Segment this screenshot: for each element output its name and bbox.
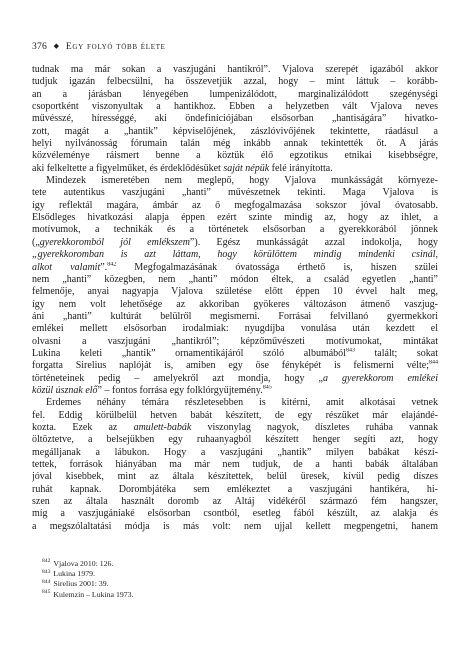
text-segment: megálljanak a lábukon. Hogy a vaszjugáni „hantik” milyen babákat készí- [32, 446, 438, 458]
text-segment: gyerekkoromból jól emlékszem [39, 236, 190, 248]
text-segment: így nem volt lehetősége az akkoriban gyökeres változáson átmenő vaszjug- [32, 298, 438, 310]
footnote-text: Sirelius 2001: 39. [53, 579, 109, 589]
page-number: 376 [32, 41, 47, 52]
text-line [32, 447, 438, 459]
text-line [32, 360, 438, 372]
text-line [32, 323, 438, 335]
text-line [32, 274, 438, 286]
text-segment: ”. [100, 261, 108, 273]
footnote-text: Vjalova 2010: 126. [53, 559, 114, 568]
text-segment: „ [32, 249, 38, 261]
text-line [32, 348, 438, 360]
footnote-ref[interactable]: 845 [262, 384, 272, 391]
text-segment: motívumok, a technikák és a történetek elsősorban a gyerekkorából jönnek [32, 224, 438, 236]
text-segment: saját népük [223, 162, 270, 174]
footnote-text: Lukina 1979. [53, 569, 95, 579]
text-segment: ruhát kapnak. Dorombjátéka sem emlékeztet a vaszjugáni hantikéra, hi- [32, 483, 438, 495]
footnote [32, 559, 438, 569]
text-line [32, 187, 438, 199]
text-segment: áni „hanti” kultúrát belülről megismerni. Forrásai felvillanó gyermekkori [32, 310, 438, 322]
text-segment: olvasni a vaszjugáni „hantikról”; képzőművészeti motívumokat, mintákat [32, 335, 438, 347]
text-segment: ”). Egész munkásságát azzal indokolja, hogy [189, 236, 438, 248]
text-segment: helyi nyilvánosság fórumain talán még inkább annak tekintették őt. A járás [32, 138, 438, 150]
text-line [32, 163, 438, 175]
text-line [32, 422, 438, 434]
text-segment: talált; sokat [354, 347, 438, 359]
text-segment: Megfogalmazásának óvatossága érthető is, hiszen szülei [116, 261, 438, 273]
text-segment: művésszé, hírességgé, aki öndefiníciójában elsősorban „hantiságára” hivatko- [32, 113, 438, 125]
running-header [32, 41, 166, 52]
text-segment: így reflektál magára, ámbár az ő megfogalmazása sokszor jóval óvatosabb. [32, 199, 438, 211]
text-segment: jóval kisebbek, mint az általa készítettek, belül üresek, kívül pedig díszes [32, 471, 438, 483]
text-segment: forgatta Sirelius naplóját is, amiben egy öse fényképét is felismerni vélte; [32, 360, 429, 372]
text-line [32, 286, 438, 298]
text-line [32, 113, 438, 125]
text-line [32, 224, 438, 236]
footnote-number: 845 [42, 588, 51, 595]
footnote-number: 844 [42, 578, 51, 585]
text-segment: kozta. Ezek az [32, 421, 134, 433]
text-line [32, 311, 438, 323]
text-segment: („ [32, 236, 40, 248]
text-line [32, 64, 438, 76]
footnote [32, 579, 438, 589]
footnote-ref[interactable]: 843 [345, 347, 355, 354]
text-segment: Lukina keleti „hantik” ornamentikájáról szóló albumából [32, 347, 346, 359]
footnote-ref[interactable]: 844 [429, 360, 438, 366]
text-line [32, 200, 438, 212]
text-segment: szen az általa használt doromb az Altáj vidékéről származó fém hangszer, [32, 496, 438, 508]
text-segment: közvéleménye ráismert benne a köztük élő egzotikus etnikai kisebbségre, [32, 150, 438, 162]
text-line [32, 459, 438, 471]
text-segment: a megszólaltatási módja is más volt: nem ujjal kellett megpengetni, hanem [32, 520, 438, 532]
text-line [32, 101, 438, 113]
text-segment: öltöztetve, a belsejükben egy ruhaanyagból készített henger segíti azt, hogy [32, 434, 438, 446]
text-segment: an a járásban lényegében lumpenizálódott, marginalizálódott szegénységi [32, 88, 438, 100]
footnotes [32, 559, 438, 600]
text-segment: tete autentikus vaszjugáni „hanti” művészetnek tekinti. Maga Vjalova is [32, 187, 438, 199]
running-title: Egy folyó több élete [65, 41, 166, 52]
text-segment: közül úsznak elő [32, 384, 98, 396]
footnote-number: 843 [42, 568, 51, 575]
text-segment: gyerekkoromban is azt láttam, hogy körülöttem mindig mindenki csinál, [37, 249, 438, 261]
footnote [32, 590, 438, 600]
text-line [32, 434, 438, 446]
text-segment: tettek, források hiányában ma már nem tudjuk, de a hanti babák általában [32, 459, 438, 470]
footnote-text: Kulemzin – Lukina 1973. [53, 589, 134, 599]
text-line [32, 397, 438, 409]
text-line [32, 150, 438, 162]
text-segment: Mindezek ismeretében nem meglepő, hogy Vjalova munkásságát környeze- [46, 175, 438, 187]
text-line [32, 410, 438, 422]
text-segment: amulett-babák [133, 421, 192, 433]
text-line [32, 496, 438, 508]
text-segment: felmenője, anyai nagyapja Vjalova születése előtt éppen 10 évvel halt meg, [32, 286, 438, 298]
text-line [32, 262, 438, 274]
text-line [32, 299, 438, 311]
text-segment: Elsődleges hivatkozási alapja éppen ezért szinte mindig az, hogy az ihlet, a [32, 212, 438, 224]
text-line [32, 89, 438, 101]
text-line [32, 249, 438, 261]
text-segment: tudjuk igazán felbecsülni, ha összevetjük azzal, hogy – mint láttuk – korább- [32, 76, 438, 88]
footnote-number: 842 [42, 558, 51, 565]
footnote [32, 569, 438, 579]
text-line [32, 175, 438, 187]
text-segment: alkot valamit [32, 261, 101, 273]
body-text [32, 64, 438, 533]
text-segment: ” – fontos forrása egy folklórgyűjtemény. [97, 384, 263, 396]
text-line [32, 138, 438, 150]
text-line [32, 521, 438, 533]
text-segment: zott, magát a „hantik” képviselőjének, zászlóvivőjének tekintette, ráadásul a [32, 125, 438, 137]
diamond-separator-icon: ◆ [53, 42, 60, 50]
text-line [32, 76, 438, 88]
text-line [32, 385, 438, 397]
text-line [32, 471, 438, 483]
text-segment: történeteinek pedig – amelyekről azt mondja, hogy „ [32, 372, 323, 384]
text-segment: míg a vaszjugániaké elsősorban csontból, esetleg fából készült, az alakja és [32, 508, 438, 520]
text-segment: felé irányította. [269, 162, 333, 174]
text-segment: fel. Eddig körülbelül hetven babát készített, de egy részüket már elajándé- [32, 409, 438, 421]
text-line [32, 508, 438, 520]
text-segment: tudnak ma már sokan a vaszjugáni hantikról”. Vjalova szerepét igazából akkor [32, 64, 438, 75]
text-segment: aki felkeltette a figyelműket, és érdeklődésüket [32, 162, 224, 174]
text-line [32, 484, 438, 496]
text-line [32, 237, 438, 249]
text-segment: a gyerekkorom emlékei [323, 372, 438, 384]
text-line [32, 212, 438, 224]
text-segment: Érdemes néhány témára részletesebben is kitérni, amit alkotásai vetnek [46, 397, 438, 409]
text-segment: csoportként viszonyultak a hantikhoz. Ebben a helyzetben vált Vjalova neves [32, 101, 438, 113]
footnote-ref[interactable]: 842 [107, 261, 117, 268]
text-segment: viszonylag nagyok, díszletes ruhába vannak [191, 421, 438, 433]
text-line [32, 126, 438, 138]
text-segment: emlékei mellett elsősorban irodalmiak: nyugdíjba vonulása után kezdett el [32, 323, 438, 335]
text-line [32, 373, 438, 385]
text-segment: nem „hanti” közegben, nem „hanti” módon éltek, a család egyetlen „hanti” [32, 273, 438, 285]
text-line [32, 336, 438, 348]
